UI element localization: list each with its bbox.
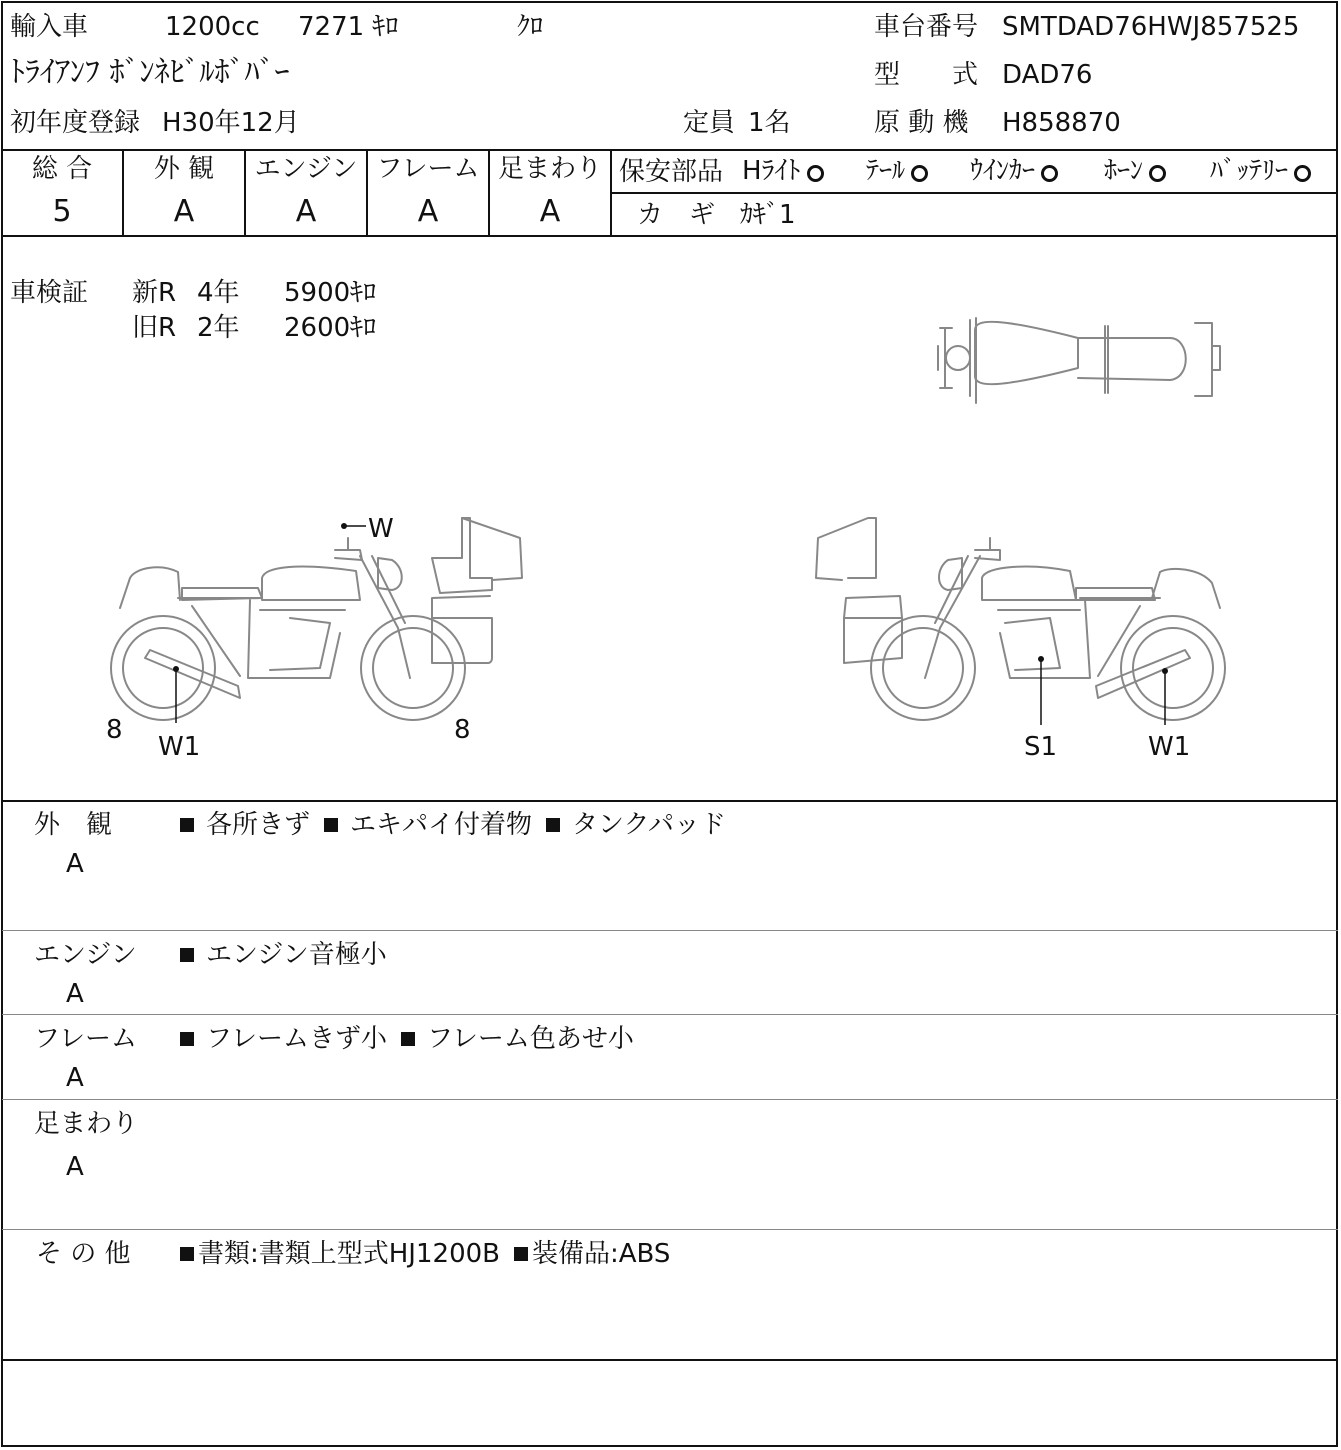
note-grade-exterior: A xyxy=(66,849,84,879)
first-registration-label: 初年度登録 xyxy=(10,108,141,138)
inspection-new-label: 新R xyxy=(132,278,177,308)
inspection-old-mileage: 2600ｷﾛ xyxy=(284,313,377,343)
safety-item-taillight: ﾃｰﾙ xyxy=(866,158,928,184)
grade-value-overall: 5 xyxy=(52,194,72,229)
note-item: エンジン音極小 xyxy=(180,940,387,970)
other-label: そ の 他 xyxy=(36,1239,131,1269)
grade-label-overall: 総 合 xyxy=(31,154,93,184)
notes-divider xyxy=(2,1099,1338,1100)
grade-label-frame: フレーム xyxy=(376,154,480,184)
motorcycle-right-side-view xyxy=(816,518,1225,725)
type-label: 型 式 xyxy=(874,60,979,90)
notes-top-line xyxy=(1,800,1338,802)
bullet-square-icon xyxy=(401,1032,415,1046)
safety-item-headlight: Hﾗｲﾄ xyxy=(742,158,824,184)
motorcycle-diagrams xyxy=(0,238,1341,800)
key-label: カ ギ xyxy=(637,200,716,230)
note-item: エキパイ付着物 xyxy=(324,810,532,840)
note-grade-engine: A xyxy=(66,979,84,1009)
bullet-square-icon xyxy=(180,1247,194,1261)
note-grade-suspension: A xyxy=(66,1152,84,1182)
motorcycle-top-view xyxy=(938,318,1220,403)
note-category-exterior: 外 観 xyxy=(34,810,113,840)
grade-label-engine: エンジン xyxy=(254,154,358,184)
color: ｸﾛ xyxy=(517,12,544,42)
bullet-square-icon xyxy=(324,818,338,832)
note-item: タンクパッド xyxy=(546,810,726,840)
note-items-engine xyxy=(180,942,401,968)
notes-divider xyxy=(2,1014,1338,1015)
grade-label-suspension: 足まわり xyxy=(497,154,602,184)
note-items-exterior xyxy=(180,812,740,838)
safety-item-horn: ﾎｰﾝ xyxy=(1104,158,1166,184)
model-name: ﾄﾗｲｱﾝﾌ ﾎﾞﾝﾈﾋﾞﾙﾎﾞﾊﾞｰ xyxy=(10,55,290,90)
bullet-square-icon xyxy=(514,1247,528,1261)
notes-divider xyxy=(2,1229,1338,1230)
mileage: 7271 ｷﾛ xyxy=(298,12,399,42)
first-registration-value: H30年12月 xyxy=(162,108,300,138)
import-label: 輸入車 xyxy=(10,12,89,42)
grade-row-bottom-line xyxy=(1,235,1338,237)
grade-value-suspension: A xyxy=(539,194,561,229)
ok-circle-icon xyxy=(1294,165,1311,182)
inspection-label: 車検証 xyxy=(10,278,89,308)
grade-value-exterior: A xyxy=(173,194,195,229)
note-category-frame: フレーム xyxy=(34,1024,137,1054)
capacity-value: 1名 xyxy=(748,108,791,138)
bullet-square-icon xyxy=(180,818,194,832)
capacity-label: 定員 xyxy=(683,108,736,138)
grade-label-exterior: 外 観 xyxy=(153,154,215,184)
note-category-suspension: 足まわり xyxy=(34,1109,139,1139)
note-grade-frame: A xyxy=(66,1063,84,1093)
inspection-new-mileage: 5900ｷﾛ xyxy=(284,278,377,308)
grade-value-engine: A xyxy=(295,194,317,229)
note-item: フレームきず小 xyxy=(180,1024,387,1054)
mark-rear-tire: 8 xyxy=(106,715,123,745)
safety-divider xyxy=(611,192,1338,194)
note-item: フレーム色あせ小 xyxy=(401,1024,634,1054)
notes-divider xyxy=(2,930,1338,931)
other-items xyxy=(180,1241,684,1267)
engine-number-value: H858870 xyxy=(1002,108,1121,138)
inspection-old-years: 2年 xyxy=(197,313,240,343)
bullet-square-icon xyxy=(546,818,560,832)
safety-item-battery: ﾊﾞｯﾃﾘｰ xyxy=(1210,158,1311,184)
ok-circle-icon xyxy=(1149,165,1166,182)
notes-bottom-line xyxy=(1,1359,1338,1361)
engine-number-label: 原 動 機 xyxy=(874,108,969,138)
displacement: 1200cc xyxy=(165,12,260,42)
bullet-square-icon xyxy=(180,1032,194,1046)
safety-parts-label: 保安部品 xyxy=(619,157,724,187)
frame-number-label: 車台番号 xyxy=(874,12,979,42)
mark-handlebar: W xyxy=(368,514,394,544)
ok-circle-icon xyxy=(807,165,824,182)
ok-circle-icon xyxy=(1041,165,1058,182)
inspection-new-years: 4年 xyxy=(197,278,240,308)
mark-left-muffler: W1 xyxy=(158,732,201,762)
mark-right-muffler: W1 xyxy=(1148,732,1191,762)
mark-engine: S1 xyxy=(1024,732,1058,762)
note-item: 書類:書類上型式HJ1200B xyxy=(180,1239,500,1269)
grade-value-frame: A xyxy=(417,194,439,229)
bullet-square-icon xyxy=(180,948,194,962)
note-item: 各所きず xyxy=(180,810,310,840)
ok-circle-icon xyxy=(911,165,928,182)
note-items-frame xyxy=(180,1026,648,1052)
note-category-engine: エンジン xyxy=(34,940,137,970)
grade-row-top-line xyxy=(1,149,1338,151)
mark-front-tire: 8 xyxy=(454,715,471,745)
inspection-old-label: 旧R xyxy=(132,313,177,343)
type-value: DAD76 xyxy=(1002,60,1093,90)
frame-number-value: SMTDAD76HWJ857525 xyxy=(1002,12,1300,42)
safety-item-winker: ｳｲﾝｶｰ xyxy=(970,158,1058,184)
note-item: 装備品:ABS xyxy=(514,1239,670,1269)
motorcycle-left-side-view xyxy=(111,514,522,723)
key-value: ｶｷﾞ1 xyxy=(740,200,796,230)
